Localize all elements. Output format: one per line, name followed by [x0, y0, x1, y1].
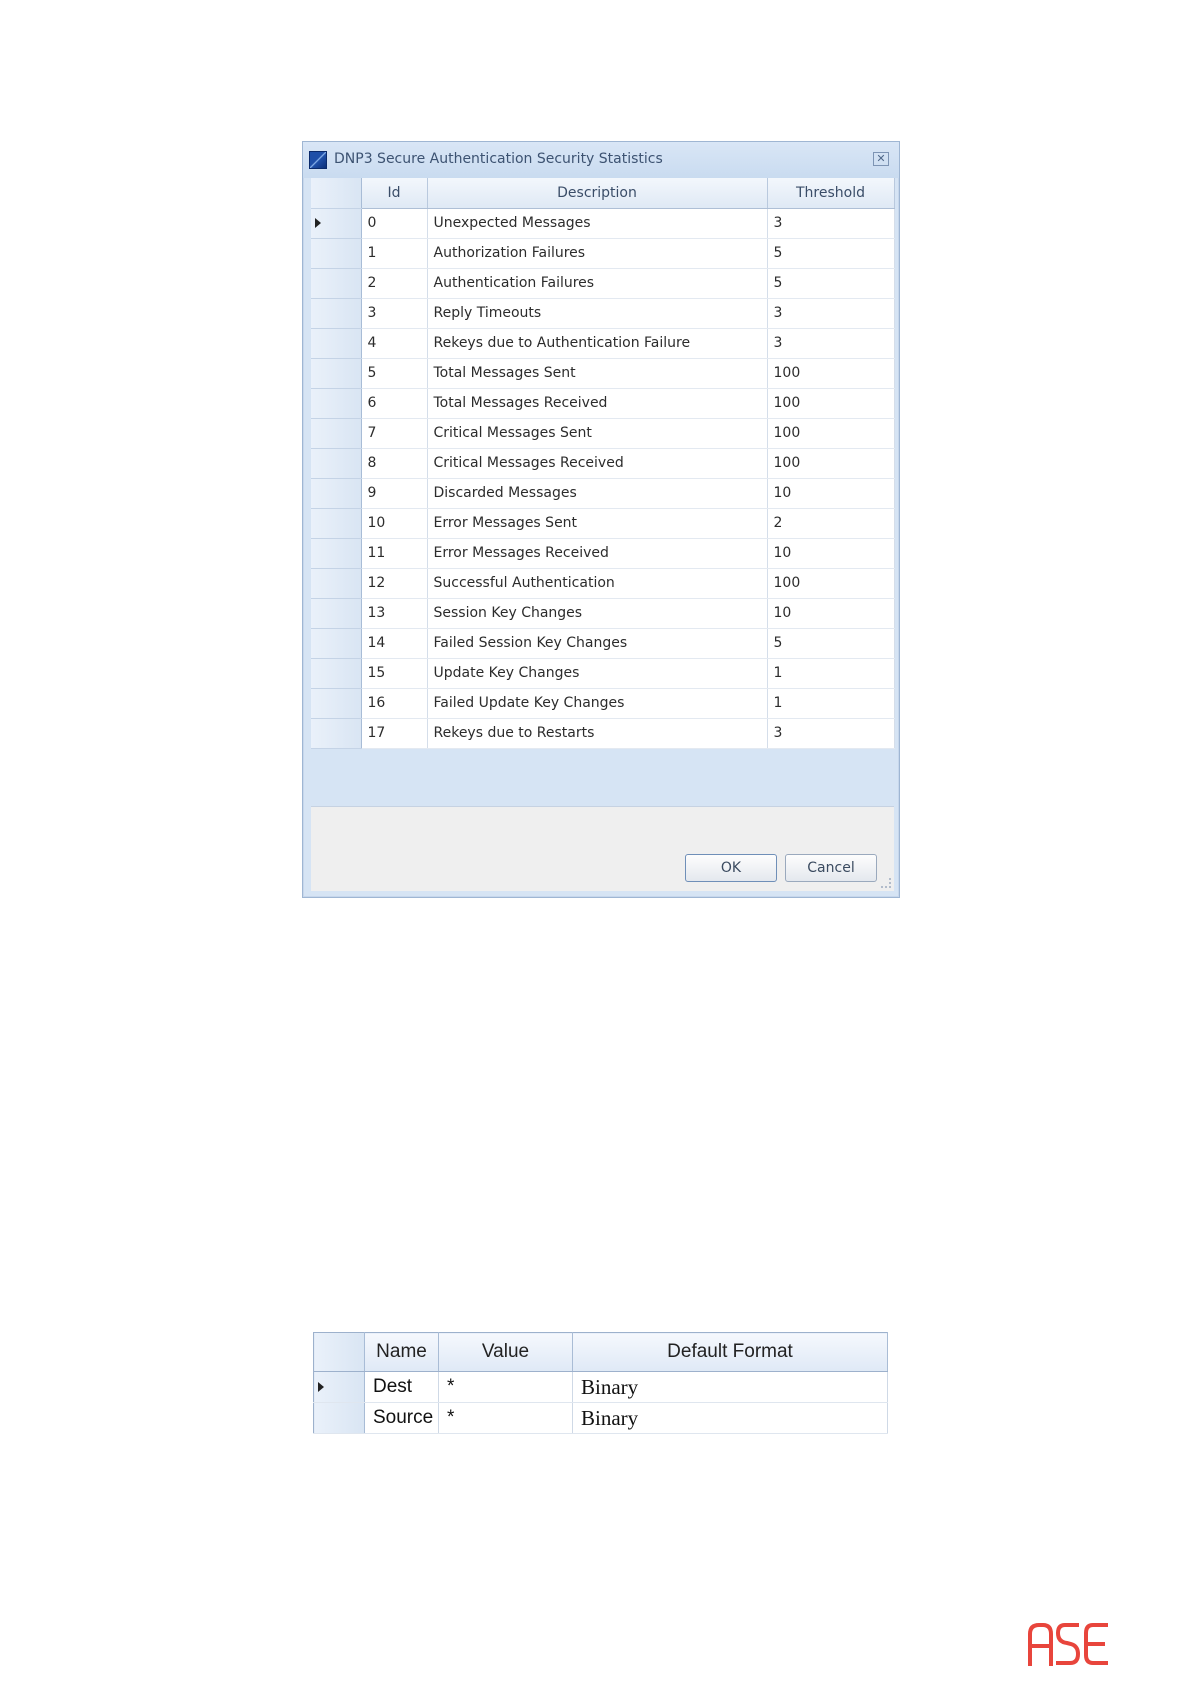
- row-selector[interactable]: [311, 448, 361, 478]
- cell-description[interactable]: Rekeys due to Authentication Failure: [427, 328, 767, 358]
- table-row[interactable]: [311, 688, 894, 718]
- cell-threshold[interactable]: 100: [767, 568, 894, 598]
- table-row[interactable]: [311, 238, 894, 268]
- cell-id[interactable]: 9: [361, 478, 427, 508]
- row-header-corner: [311, 178, 361, 208]
- cell-value[interactable]: *: [439, 1372, 573, 1403]
- cell-description[interactable]: Authentication Failures: [427, 268, 767, 298]
- cell-description[interactable]: Reply Timeouts: [427, 298, 767, 328]
- table-row[interactable]: [311, 388, 894, 418]
- row-selector[interactable]: [311, 418, 361, 448]
- table-row[interactable]: [311, 448, 894, 478]
- table-row[interactable]: [311, 658, 894, 688]
- dialog-title: DNP3 Secure Authentication Security Statistics: [334, 151, 663, 167]
- cell-threshold[interactable]: 2: [767, 508, 894, 538]
- cell-threshold[interactable]: 100: [767, 388, 894, 418]
- cell-id[interactable]: 11: [361, 538, 427, 568]
- ase-logo: [1027, 1622, 1109, 1666]
- row-selector[interactable]: [311, 388, 361, 418]
- row-selector[interactable]: [311, 598, 361, 628]
- row-selector[interactable]: [311, 478, 361, 508]
- cell-description[interactable]: Critical Messages Received: [427, 448, 767, 478]
- cell-name[interactable]: Source: [365, 1403, 439, 1434]
- column-header-name[interactable]: Name: [365, 1333, 439, 1372]
- row-selector[interactable]: [314, 1372, 365, 1403]
- cell-default-format[interactable]: Binary: [573, 1372, 888, 1403]
- row-selector[interactable]: [311, 298, 361, 328]
- cell-description[interactable]: Failed Update Key Changes: [427, 688, 767, 718]
- cell-id[interactable]: 3: [361, 298, 427, 328]
- cell-threshold[interactable]: 10: [767, 538, 894, 568]
- cell-id[interactable]: 0: [361, 208, 427, 238]
- close-icon[interactable]: ✕: [873, 152, 889, 166]
- cell-threshold[interactable]: 100: [767, 418, 894, 448]
- cell-description[interactable]: Successful Authentication: [427, 568, 767, 598]
- dialog-button-panel: [311, 806, 894, 891]
- cell-threshold[interactable]: 100: [767, 448, 894, 478]
- cell-id[interactable]: 8: [361, 448, 427, 478]
- cell-threshold[interactable]: 10: [767, 598, 894, 628]
- dialog-titlebar[interactable]: [303, 142, 899, 178]
- cell-description[interactable]: Error Messages Sent: [427, 508, 767, 538]
- table-row[interactable]: [311, 478, 894, 508]
- cell-threshold[interactable]: 5: [767, 268, 894, 298]
- row-selector[interactable]: [311, 508, 361, 538]
- cell-description[interactable]: Critical Messages Sent: [427, 418, 767, 448]
- cell-threshold[interactable]: 1: [767, 658, 894, 688]
- column-header-threshold[interactable]: Threshold: [767, 178, 894, 208]
- app-icon: [309, 151, 327, 169]
- table-row[interactable]: [311, 208, 894, 238]
- cell-threshold[interactable]: 3: [767, 718, 894, 748]
- table-row[interactable]: [311, 298, 894, 328]
- cell-description[interactable]: Session Key Changes: [427, 598, 767, 628]
- cell-default-format[interactable]: Binary: [573, 1403, 888, 1434]
- ok-button[interactable]: OK: [685, 854, 777, 882]
- row-selector[interactable]: [311, 208, 361, 238]
- table-row[interactable]: [311, 508, 894, 538]
- column-header-description[interactable]: Description: [427, 178, 767, 208]
- cell-id[interactable]: 15: [361, 658, 427, 688]
- format-grid: [313, 1332, 888, 1434]
- table-row[interactable]: [311, 328, 894, 358]
- cell-value[interactable]: *: [439, 1403, 573, 1434]
- cell-id[interactable]: 6: [361, 388, 427, 418]
- cell-threshold[interactable]: 100: [767, 358, 894, 388]
- table-row[interactable]: [311, 718, 894, 748]
- column-header-default-format[interactable]: Default Format: [573, 1333, 888, 1372]
- row-selector[interactable]: [311, 628, 361, 658]
- format-grid-header-row: [314, 1333, 888, 1372]
- table-row[interactable]: [314, 1403, 888, 1434]
- table-row[interactable]: [311, 268, 894, 298]
- cell-description[interactable]: Failed Session Key Changes: [427, 628, 767, 658]
- cell-id[interactable]: 5: [361, 358, 427, 388]
- cell-description[interactable]: Unexpected Messages: [427, 208, 767, 238]
- logo-letter-e: [1086, 1625, 1106, 1663]
- statistics-grid: [311, 178, 895, 749]
- table-row[interactable]: [314, 1372, 888, 1403]
- cell-id[interactable]: 14: [361, 628, 427, 658]
- grid-header-row: [311, 178, 894, 208]
- cell-id[interactable]: 2: [361, 268, 427, 298]
- security-statistics-dialog: [302, 141, 900, 898]
- cell-id[interactable]: 17: [361, 718, 427, 748]
- cell-description[interactable]: Total Messages Sent: [427, 358, 767, 388]
- row-header-corner: [314, 1333, 365, 1372]
- cell-description[interactable]: Authorization Failures: [427, 238, 767, 268]
- cell-id[interactable]: 1: [361, 238, 427, 268]
- cell-description[interactable]: Discarded Messages: [427, 478, 767, 508]
- table-row[interactable]: [311, 568, 894, 598]
- row-selector[interactable]: [311, 688, 361, 718]
- cell-description[interactable]: Rekeys due to Restarts: [427, 718, 767, 748]
- row-selector[interactable]: [311, 328, 361, 358]
- logo-letter-s: [1058, 1625, 1078, 1663]
- cell-id[interactable]: 7: [361, 418, 427, 448]
- table-row[interactable]: [311, 538, 894, 568]
- cell-threshold[interactable]: 1: [767, 688, 894, 718]
- cell-description[interactable]: Error Messages Received: [427, 538, 767, 568]
- current-row-arrow-icon: [315, 218, 321, 228]
- row-selector[interactable]: [311, 658, 361, 688]
- cell-id[interactable]: 13: [361, 598, 427, 628]
- row-selector[interactable]: [311, 268, 361, 298]
- resize-grip-icon[interactable]: [881, 878, 891, 888]
- row-selector[interactable]: [311, 718, 361, 748]
- cell-description[interactable]: Update Key Changes: [427, 658, 767, 688]
- cell-name[interactable]: Dest: [365, 1372, 439, 1403]
- table-row[interactable]: [311, 358, 894, 388]
- cell-id[interactable]: 10: [361, 508, 427, 538]
- row-selector[interactable]: [311, 538, 361, 568]
- table-row[interactable]: [311, 418, 894, 448]
- cell-threshold[interactable]: 10: [767, 478, 894, 508]
- row-selector[interactable]: [311, 358, 361, 388]
- row-selector[interactable]: [311, 238, 361, 268]
- cell-threshold[interactable]: 5: [767, 238, 894, 268]
- cancel-button[interactable]: Cancel: [785, 854, 877, 882]
- cell-threshold[interactable]: 3: [767, 208, 894, 238]
- row-selector[interactable]: [311, 568, 361, 598]
- column-header-value[interactable]: Value: [439, 1333, 573, 1372]
- cell-description[interactable]: Total Messages Received: [427, 388, 767, 418]
- cell-id[interactable]: 12: [361, 568, 427, 598]
- cell-id[interactable]: 16: [361, 688, 427, 718]
- row-selector[interactable]: [314, 1403, 365, 1434]
- table-row[interactable]: [311, 598, 894, 628]
- table-row[interactable]: [311, 628, 894, 658]
- column-header-id[interactable]: Id: [361, 178, 427, 208]
- logo-letter-a: [1030, 1625, 1051, 1664]
- cell-threshold[interactable]: 3: [767, 328, 894, 358]
- cell-threshold[interactable]: 5: [767, 628, 894, 658]
- cell-id[interactable]: 4: [361, 328, 427, 358]
- current-row-arrow-icon: [318, 1382, 324, 1392]
- cell-threshold[interactable]: 3: [767, 298, 894, 328]
